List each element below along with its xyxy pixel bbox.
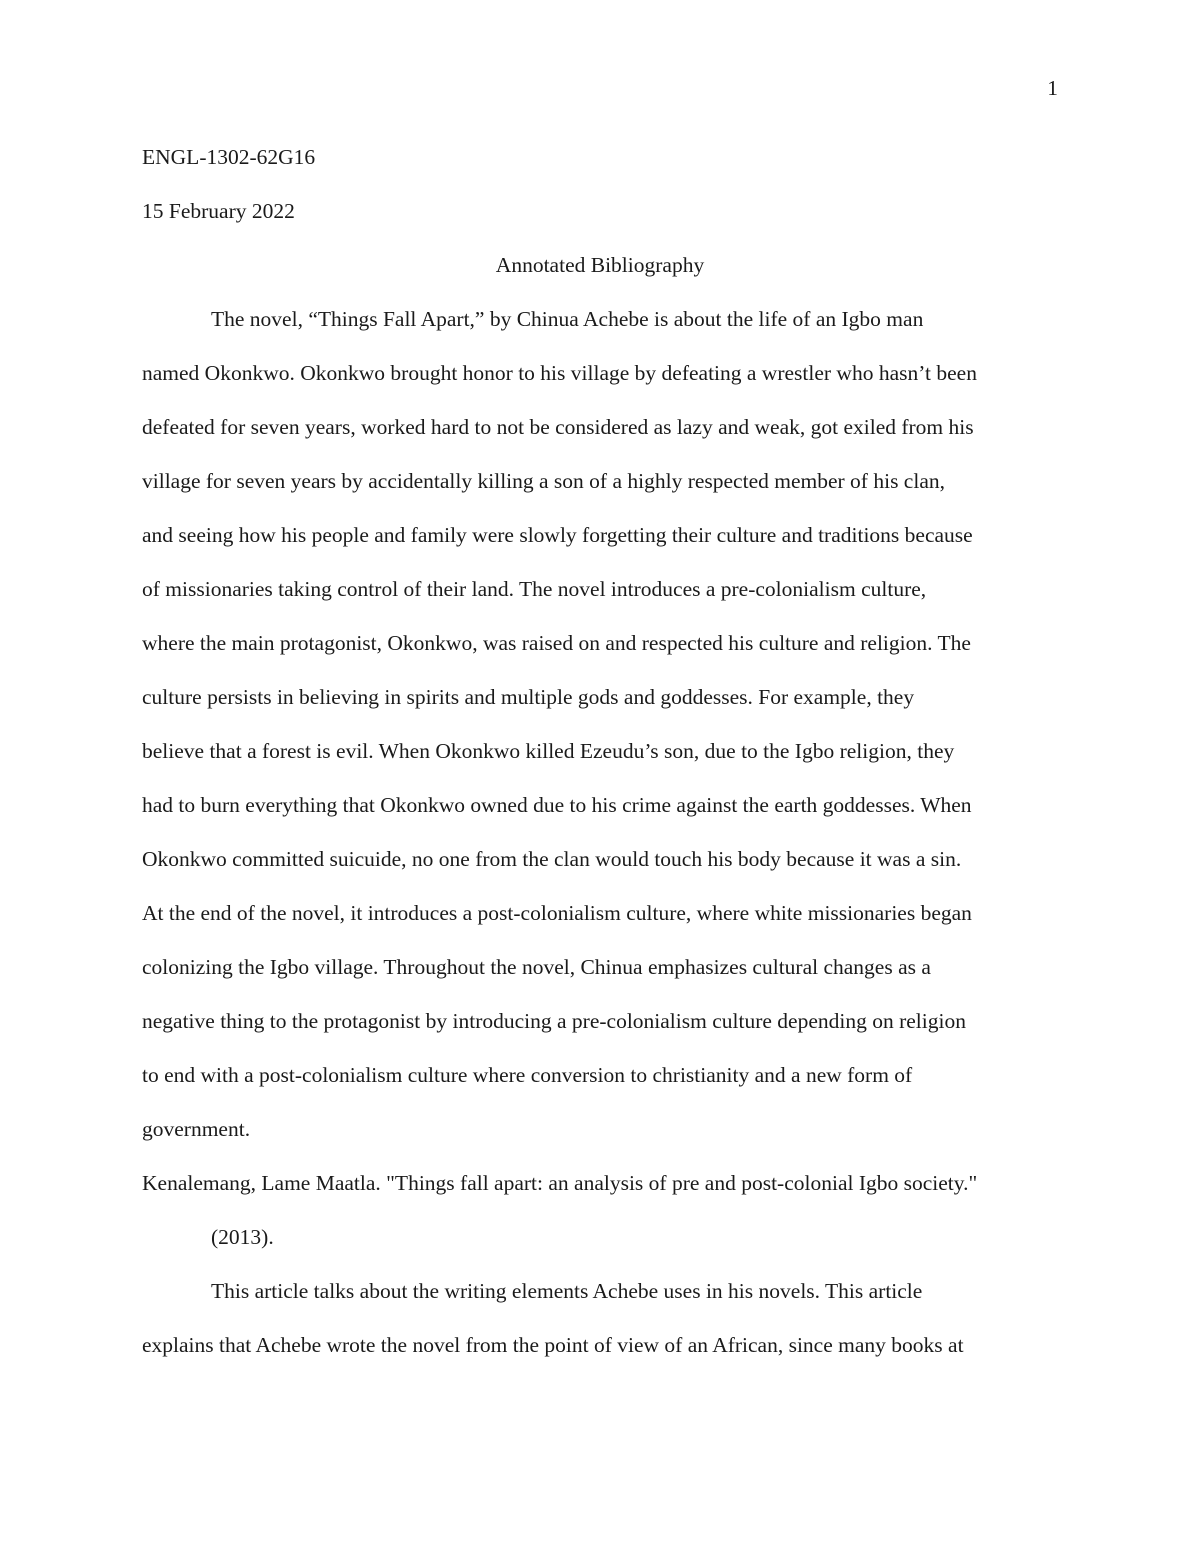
- paragraph-line: had to burn everything that Okonkwo owned due to his crime against the earth goddesses. When: [142, 793, 972, 817]
- page-number: 1: [1047, 76, 1058, 100]
- paragraph-line: explains that Achebe wrote the novel from the point of view of an African, since many books at: [142, 1333, 964, 1357]
- paragraph-line: culture persists in believing in spirits and multiple gods and goddesses. For example, they: [142, 685, 915, 709]
- paragraph-line: named Okonkwo. Okonkwo brought honor to his village by defeating a wrestler who hasn’t been: [142, 361, 977, 385]
- paragraph-line: and seeing how his people and family were slowly forgetting their culture and traditions because: [142, 523, 973, 547]
- paragraph-line: believe that a forest is evil. When Okonkwo killed Ezeudu’s son, due to the Igbo religion, they: [142, 739, 955, 763]
- paragraph-line: Okonkwo committed suicuide, no one from the clan would touch his body because it was a sin.: [142, 847, 962, 871]
- paragraph-line: colonizing the Igbo village. Throughout the novel, Chinua emphasizes cultural changes as a: [142, 955, 931, 979]
- paragraph-line: to end with a post-colonialism culture where conversion to christianity and a new form of: [142, 1063, 913, 1087]
- paragraph-line: negative thing to the protagonist by introducing a pre-colonialism culture depending on religion: [142, 1009, 966, 1033]
- paragraph-line: government.: [142, 1117, 251, 1141]
- paragraph-line: where the main protagonist, Okonkwo, was raised on and respected his culture and religion. The: [142, 631, 971, 655]
- paragraph-line: defeated for seven years, worked hard to not be considered as lazy and weak, got exiled from his: [142, 415, 974, 439]
- document-title: Annotated Bibliography: [495, 253, 705, 277]
- course-code: ENGL-1302-62G16: [142, 145, 316, 169]
- paragraph-line: This article talks about the writing elements Achebe uses in his novels. This article: [211, 1279, 923, 1303]
- document-date: 15 February 2022: [142, 199, 295, 223]
- paragraph-line: At the end of the novel, it introduces a post-colonialism culture, where white missionaries began: [142, 901, 972, 925]
- paragraph-line: The novel, “Things Fall Apart,” by Chinua Achebe is about the life of an Igbo man: [211, 307, 924, 331]
- citation-line: Kenalemang, Lame Maatla. "Things fall apart: an analysis of pre and post-colonial Igbo society.": [142, 1171, 978, 1195]
- citation-line: (2013).: [211, 1225, 274, 1249]
- paragraph-line: of missionaries taking control of their land. The novel introduces a pre-colonialism culture,: [142, 577, 927, 601]
- paragraph-line: village for seven years by accidentally killing a son of a highly respected member of his clan,: [142, 469, 945, 493]
